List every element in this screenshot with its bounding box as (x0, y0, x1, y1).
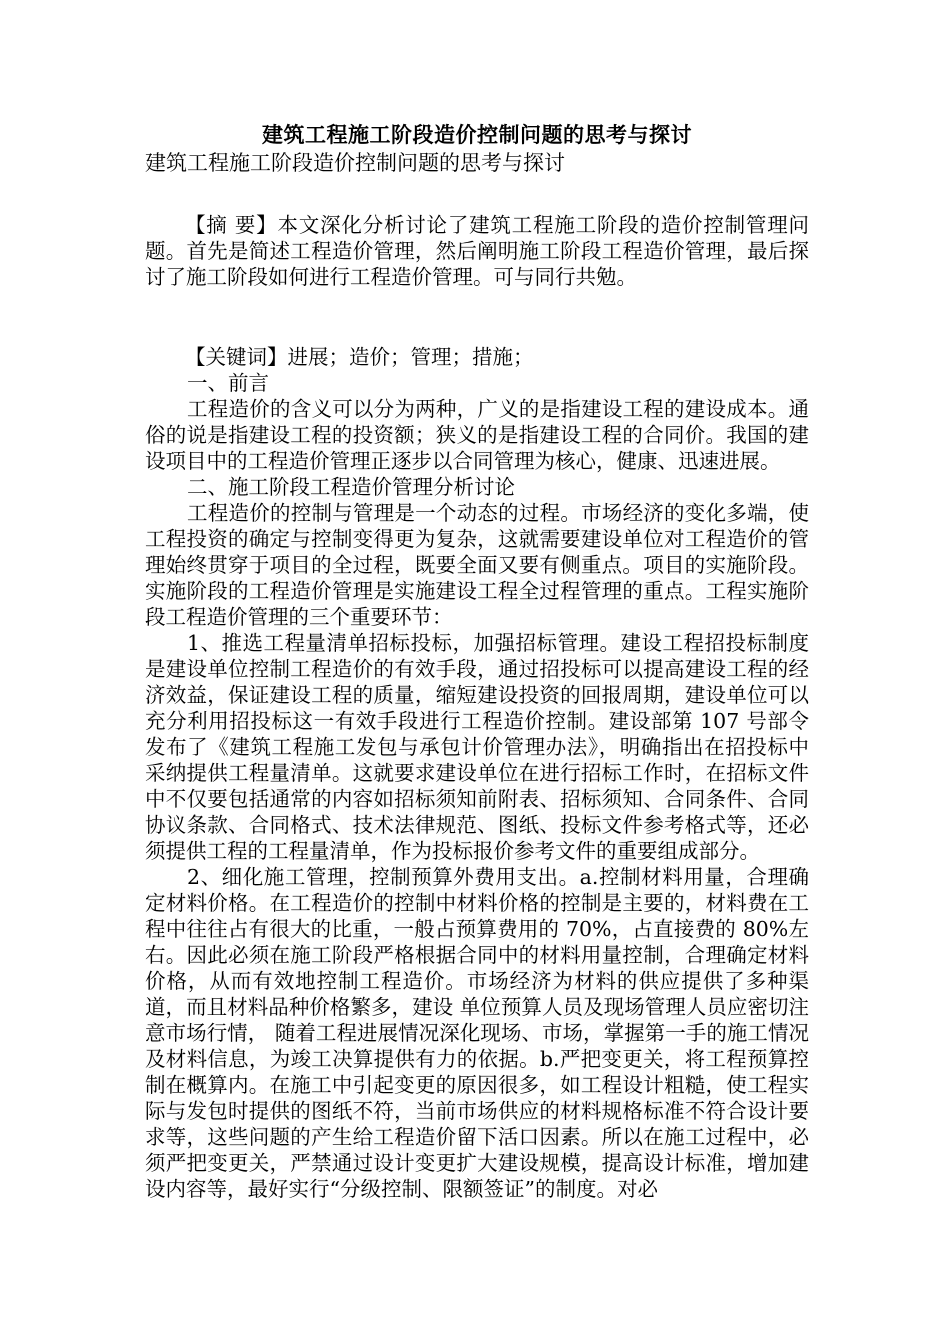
keywords-line: 【关键词】进展；造价；管理；措施； (185, 345, 534, 369)
section2-heading: 二、施工阶段工程造价管理分析讨论 (187, 475, 515, 499)
item2-paragraph: 2、细化施工管理，控制预算外费用支出。a.控制材料用量，合理确定材料价格。在工程造价的控制中材料价格的控制是主要的，材料费在工程中往往占有很大的比重，一般占预算费用的 70%，占直接费的 80%左右。因此必须在施工阶段严格根据合同中的材料用量控制，合理确定材料价格，从而有效地控制工程造价。市场经济为材料的供应提供了多种渠道，而且材料品种价格繁多，建设 单位预算人员及现场管理人员应密切注意市场行情， 随着工程进展情况深化现场、市场，掌握第一手的施工情况及材料信息，为竣工决算提供有力的依据。b.严把变更关，将工程预算控制在概算内。在施工中引起变更的原因很多，如工程设计粗糙，使工程实际与发包时提供的图纸不符，当前市场供应的材料规格标准不符合设计要求等，这些问题的产生给工程造价留下活口因素。所以在施工过程中，必须严把变更关，严禁通过设计变更扩大建设规模，提高设计标准，增加建设内容等，最好实行“分级控制、限额签证”的制度。对必 (145, 865, 809, 1201)
abstract-paragraph: 【摘 要】本文深化分析讨论了建筑工程施工阶段的造价控制管理问题。首先是简述工程造价管理，然后阐明施工阶段工程造价管理，最后探讨了施工阶段如何进行工程造价管理。可与同行共勉。 (145, 213, 809, 289)
section2-paragraph: 工程造价的控制与管理是一个动态的过程。市场经济的变化多端，使工程投资的确定与控制变得更为复杂，这就需要建设单位对工程造价的管理始终贯穿于项目的全过程，既要全面又要有侧重点。项目的实施阶段。实施阶段的工程造价管理是实施建设工程全过程管理的重点。工程实施阶段工程造价管理的三个重要环节： (145, 501, 809, 629)
section1-heading: 一、前言 (187, 371, 269, 395)
document-subtitle: 建筑工程施工阶段造价控制问题的思考与探讨 (145, 151, 565, 175)
item1-paragraph: 1、推选工程量清单招标投标，加强招标管理。建设工程招投标制度是建设单位控制工程造价的有效手段，通过招投标可以提高建设工程的经济效益，保证建设工程的质量，缩短建设投资的回报周期，建设单位可以充分利用招投标这一有效手段进行工程造价控制。建设部第 107 号部令发布了《建筑工程施工发包与承包计价管理办法》，明确指出在招投标中采纳提供工程量清单。这就要求建设单位在进行招标工作时，在招标文件中不仅要包括通常的内容如招标须知前附表、招标须知、合同条件、合同协议条款、合同格式、技术法律规范、图纸、投标文件参考格式等，还必须提供工程的工程量清单，作为投标报价参考文件的重要组成部分。 (145, 631, 809, 863)
section1-paragraph: 工程造价的含义可以分为两种，广义的是指建设工程的建设成本。通俗的说是指建设工程的投资额；狭义的是指建设工程的合同价。我国的建设项目中的工程造价管理正逐步以合同管理为核心，健康、迅速进展。 (145, 397, 809, 473)
document-title: 建筑工程施工阶段造价控制问题的思考与探讨 (262, 122, 692, 147)
document-page (145, 120, 809, 1202)
